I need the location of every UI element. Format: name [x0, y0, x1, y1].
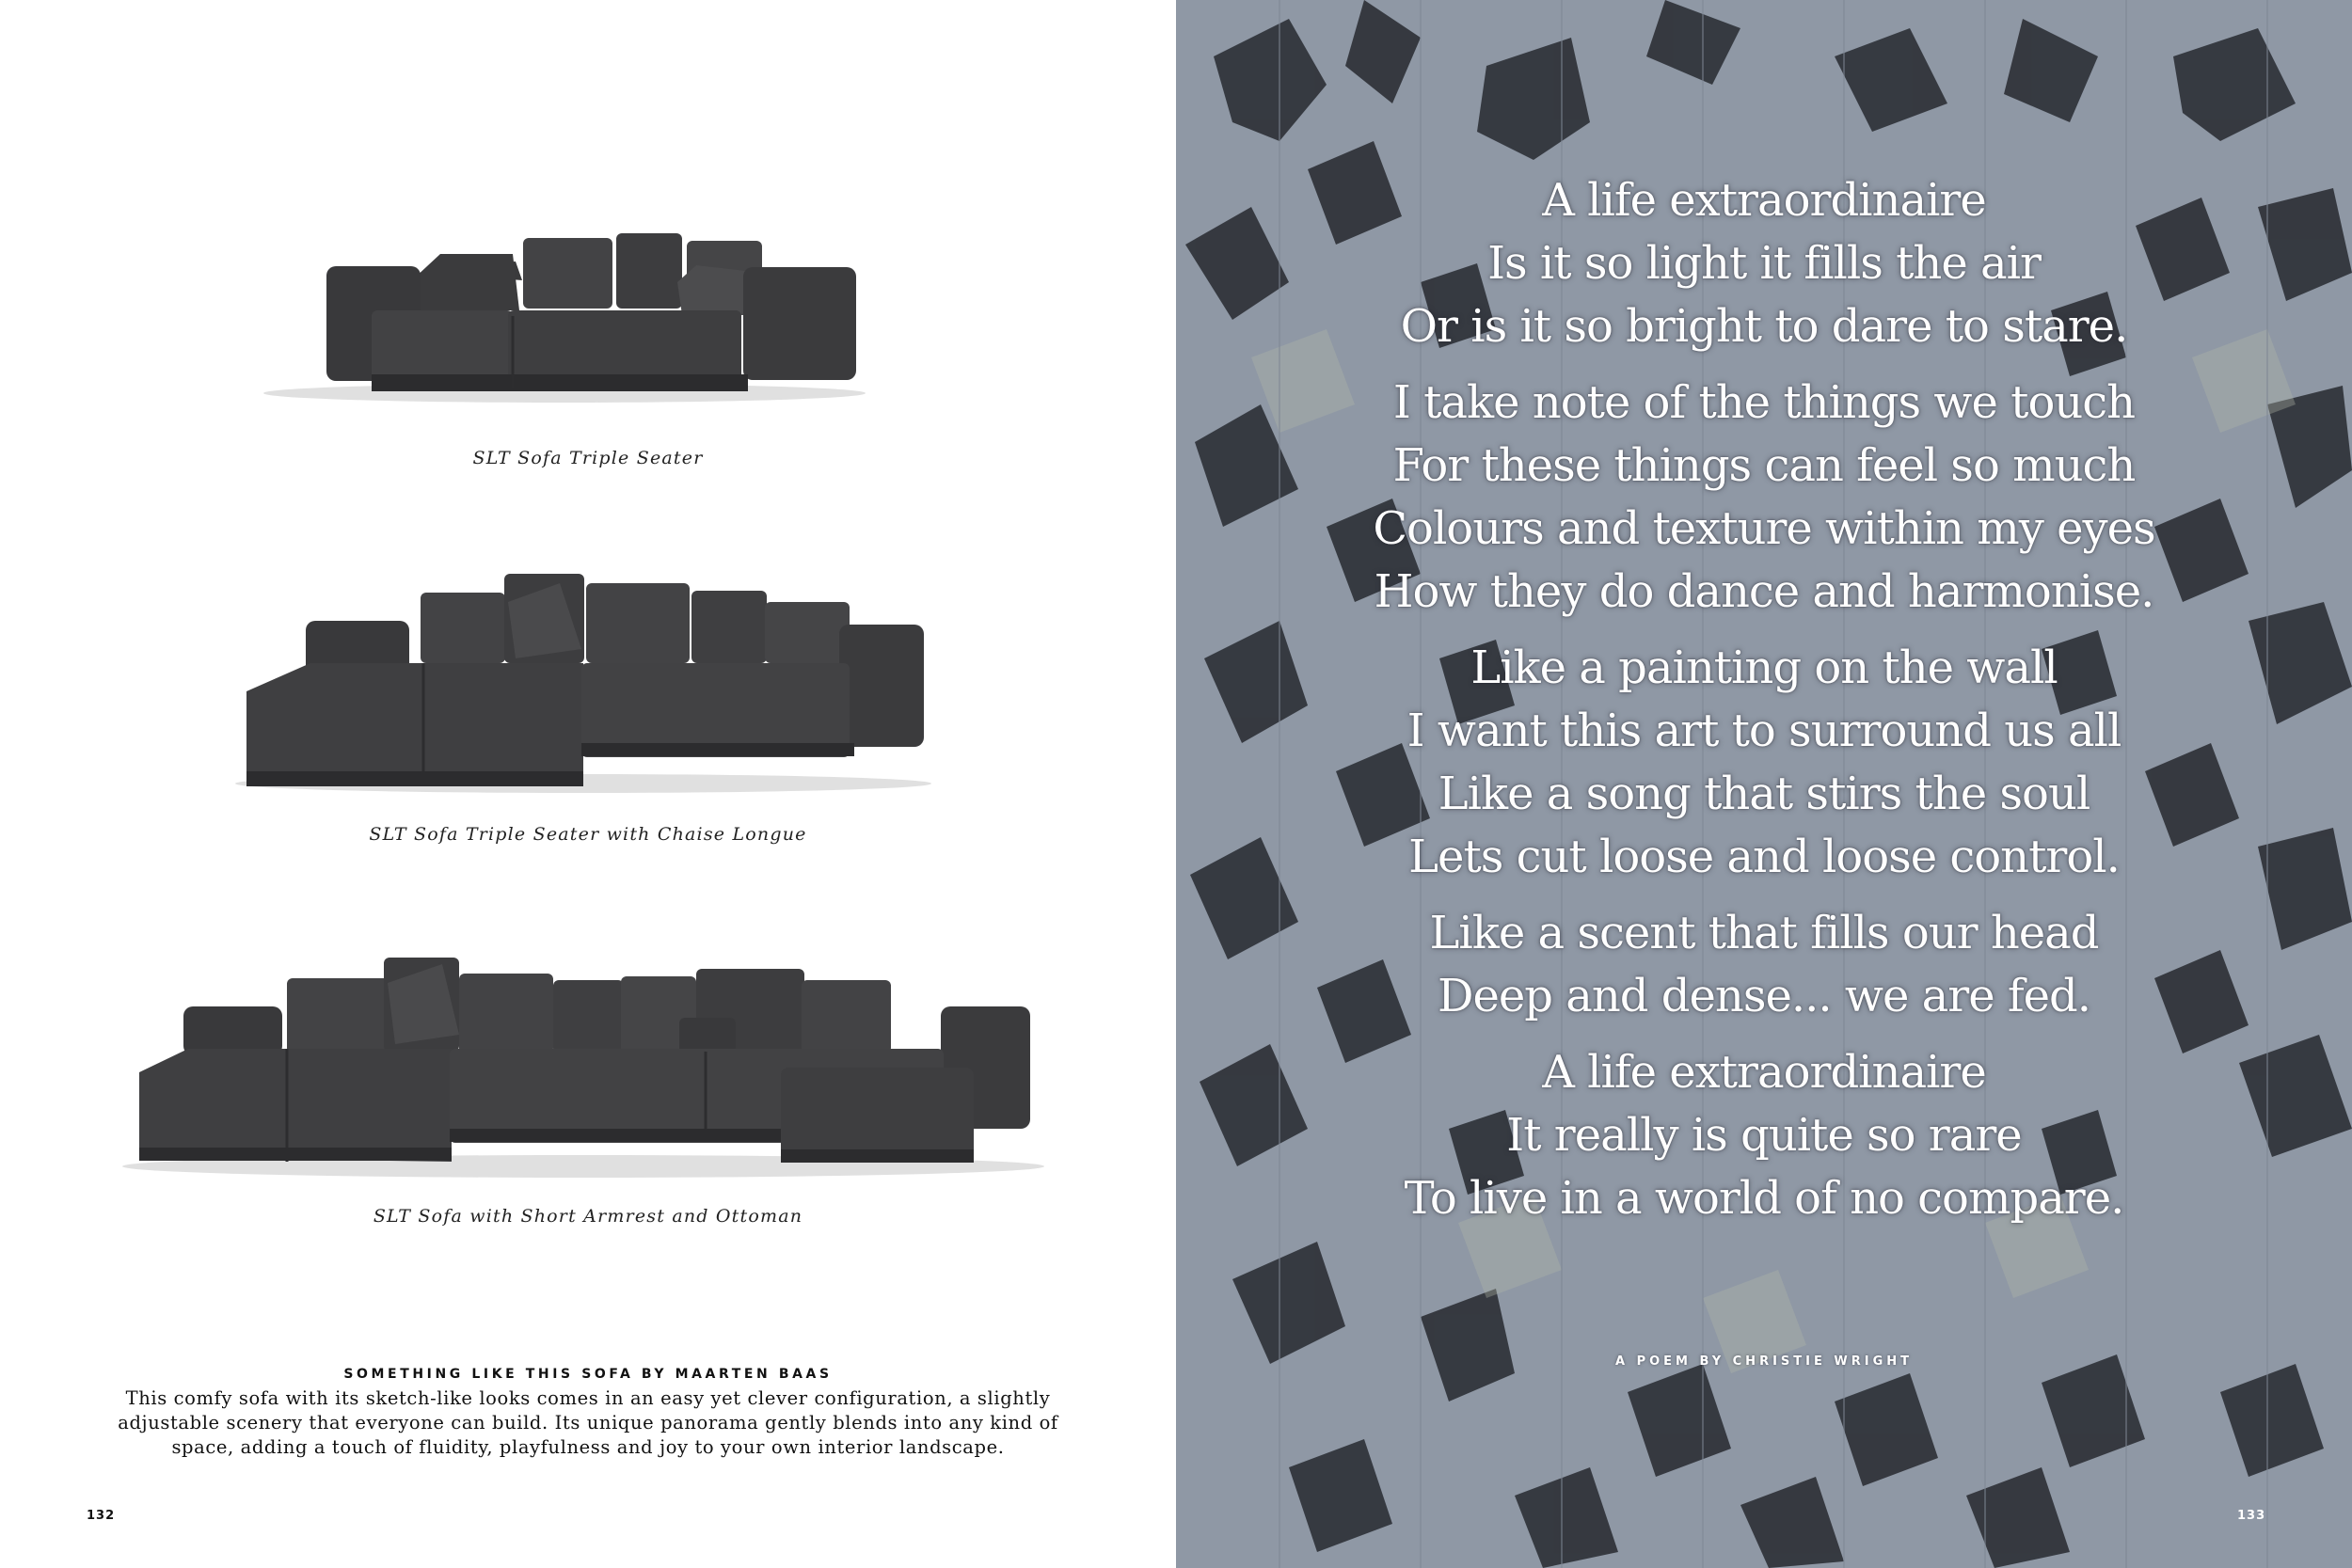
- description-body: This comfy sofa with its sketch-like looks comes in an easy yet clever configuration, a slightly adjustable scenery that everyone can build. Its unique panorama gently blends into any kind of space, adding a touch of fluidity, playfulness and joy to your own interior landscape.: [118, 1387, 1058, 1458]
- poem-stanza: [1176, 1041, 2352, 1230]
- poem-line: It really is quite so rare: [1506, 1109, 2022, 1162]
- poem-credit: A POEM BY CHRISTIE WRIGHT: [1615, 1354, 1913, 1369]
- caption-triple-seater: SLT Sofa Triple Seater: [472, 448, 704, 468]
- poem-stanza: [1176, 637, 2352, 889]
- poem-line: Colours and texture within my eyes: [1373, 502, 2155, 555]
- poem-line: I take note of the things we touch: [1392, 376, 2136, 429]
- poem-line: I want this art to surround us all: [1406, 705, 2122, 757]
- poem-line: Like a painting on the wall: [1470, 641, 2058, 694]
- poem-line: Is it so light it fills the air: [1487, 237, 2041, 290]
- poem-line: To live in a world of no compare.: [1404, 1172, 2124, 1225]
- poem-line: For these things can feel so much: [1392, 439, 2136, 492]
- poem-line: Like a scent that fills our head: [1429, 907, 2099, 959]
- poem-line: Deep and dense... we are fed.: [1437, 970, 2091, 1022]
- poem-stanza: [1176, 169, 2352, 358]
- poem-line: Or is it so bright to dare to stare.: [1400, 300, 2128, 353]
- poem-line: Like a song that stirs the soul: [1438, 768, 2090, 820]
- poem-line: How they do dance and harmonise.: [1374, 565, 2154, 618]
- caption-chaise-longue: SLT Sofa Triple Seater with Chaise Longue: [369, 824, 807, 845]
- description-title: SOMETHING LIKE THIS SOFA BY MAARTEN BAAS: [343, 1367, 833, 1382]
- poem-line: A life extraordinaire: [1542, 1046, 1986, 1099]
- page-number-right: 133: [2237, 1509, 2266, 1523]
- page-number-left: 132: [87, 1509, 116, 1523]
- caption-armrest-ottoman: SLT Sofa with Short Armrest and Ottoman: [373, 1206, 803, 1227]
- poem-line: A life extraordinaire: [1542, 174, 1986, 227]
- poem-stanza: [1176, 902, 2352, 1028]
- poem: [1176, 169, 2352, 1243]
- sofa-armrest-ottoman-image: [0, 0, 1176, 1195]
- poem-stanza: [1176, 372, 2352, 624]
- poem-line: Lets cut loose and loose control.: [1408, 831, 2120, 883]
- right-page: [1176, 0, 2352, 1568]
